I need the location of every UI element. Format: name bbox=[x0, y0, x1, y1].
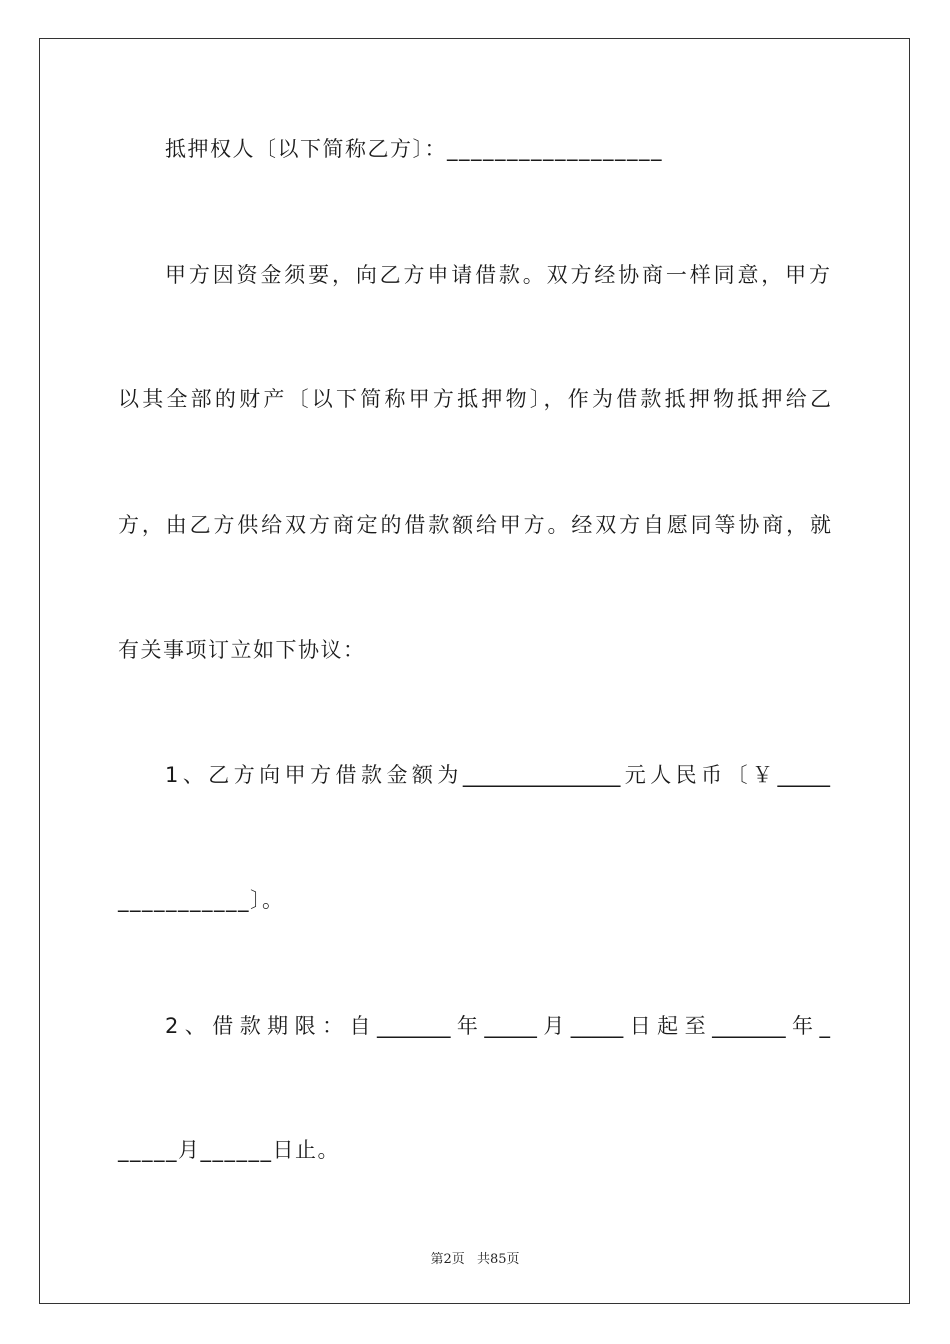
mortgagee-line: 抵押权人〔以下简称乙方〕：__________________ bbox=[165, 137, 663, 161]
paragraph-line-2: 以其全部的财产〔以下简称甲方抵押物〕，作为借款抵押物抵押给乙 bbox=[118, 387, 831, 411]
clause-1-line-1: 1、乙方向甲方借款金额为_______________元人民币〔￥_____ bbox=[165, 763, 830, 787]
clause-1-line-2: ___________〕。 bbox=[118, 888, 285, 912]
page-number: 第2页 bbox=[430, 1252, 465, 1267]
clause-2-line-2: _____月______日止。 bbox=[118, 1138, 340, 1162]
paragraph-line-4: 有关事项订立如下协议： bbox=[118, 638, 366, 662]
page-total: 共85页 bbox=[476, 1252, 520, 1267]
paragraph-line-3: 方，由乙方供给双方商定的借款额给甲方。经双方自愿同等协商，就 bbox=[118, 513, 831, 537]
page-border bbox=[39, 38, 910, 1304]
clause-2-line-1: 2、借款期限：自_______年_____月_____日起至_______年_ bbox=[165, 1014, 830, 1038]
paragraph-line-1: 甲方因资金须要，向乙方申请借款。双方经协商一样同意，甲方 bbox=[165, 263, 830, 287]
page-footer bbox=[0, 1248, 950, 1267]
